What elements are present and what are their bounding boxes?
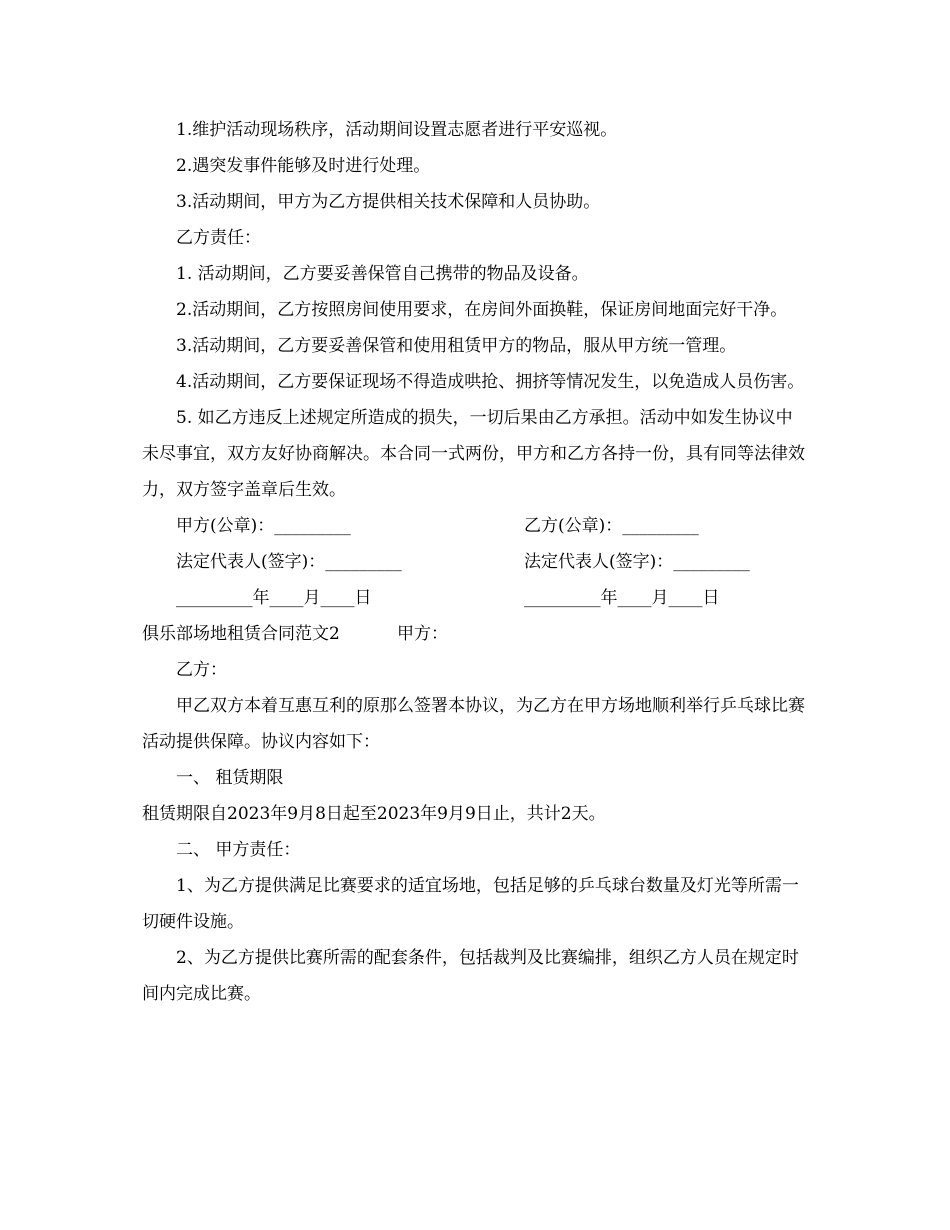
party-a-seal: 甲方(公章)：_________ bbox=[176, 516, 351, 536]
section-2-title: 俱乐部场地租赁合同范文2 bbox=[142, 624, 340, 644]
lease-term-heading: 一、 租赁期限 bbox=[176, 768, 284, 788]
clause-a-2: 2.遇突发事件能够及时进行处理。 bbox=[176, 156, 431, 176]
signature-seal-row bbox=[142, 508, 807, 544]
clause-b-5: 5. 如乙方违反上述规定所造成的损失，一切后果由乙方承担。活动中如发生协议中未尽事宜，双方友好协商解决。本合同一式两份，甲方和乙方各持一份，具有同等法律效力，双方签字盖章后生效。 bbox=[142, 408, 805, 500]
lease-term-text: 租赁期限自2023年9月8日起至2023年9月9日止，共计2天。 bbox=[142, 804, 606, 824]
clause-a-1: 1.维护活动现场秩序，活动期间设置志愿者进行平安巡视。 bbox=[176, 120, 618, 140]
signature-rep-row bbox=[142, 544, 807, 580]
clause-a-3: 3.活动期间，甲方为乙方提供相关技术保障和人员协助。 bbox=[176, 192, 601, 212]
section-2-party-a: 甲方： bbox=[397, 624, 448, 644]
clause-b-1: 1. 活动期间，乙方要妥善保管自己携带的物品及设备。 bbox=[176, 264, 589, 284]
section-2-party-b: 乙方： bbox=[176, 660, 227, 680]
party-b-date: _________年____月____日 bbox=[524, 588, 720, 608]
party-a-duty-2: 2、为乙方提供比赛所需的配套条件，包括裁判及比赛编排，组织乙方人员在规定时间内完成比赛。 bbox=[142, 948, 799, 1004]
party-a-date: _________年____月____日 bbox=[176, 588, 372, 608]
party-a-representative: 法定代表人(签字)：_________ bbox=[176, 552, 402, 572]
signature-date-row bbox=[142, 580, 807, 616]
party-a-duty-1: 1、为乙方提供满足比赛要求的适宜场地，包括足够的乒乓球台数量及灯光等所需一切硬件设施。 bbox=[142, 876, 799, 932]
section-2-title-row bbox=[142, 616, 807, 652]
party-a-duties-heading: 二、 甲方责任： bbox=[176, 840, 301, 860]
party-b-representative: 法定代表人(签字)：_________ bbox=[524, 552, 750, 572]
party-b-duties-heading: 乙方责任： bbox=[176, 228, 261, 248]
document-body bbox=[142, 112, 807, 1012]
clause-b-2: 2.活动期间，乙方按照房间使用要求，在房间外面换鞋，保证房间地面完好干净。 bbox=[176, 300, 788, 320]
clause-b-3: 3.活动期间，乙方要妥善保管和使用租赁甲方的物品，服从甲方统一管理。 bbox=[176, 336, 737, 356]
section-2-intro: 甲乙双方本着互惠互利的原那么签署本协议，为乙方在甲方场地顺利举行乒乓球比赛活动提供保障。协议内容如下： bbox=[142, 696, 805, 752]
clause-b-4: 4.活动期间，乙方要保证现场不得造成哄抢、拥挤等情况发生，以免造成人员伤害。 bbox=[176, 372, 805, 392]
party-b-seal: 乙方(公章)：_________ bbox=[524, 516, 699, 536]
